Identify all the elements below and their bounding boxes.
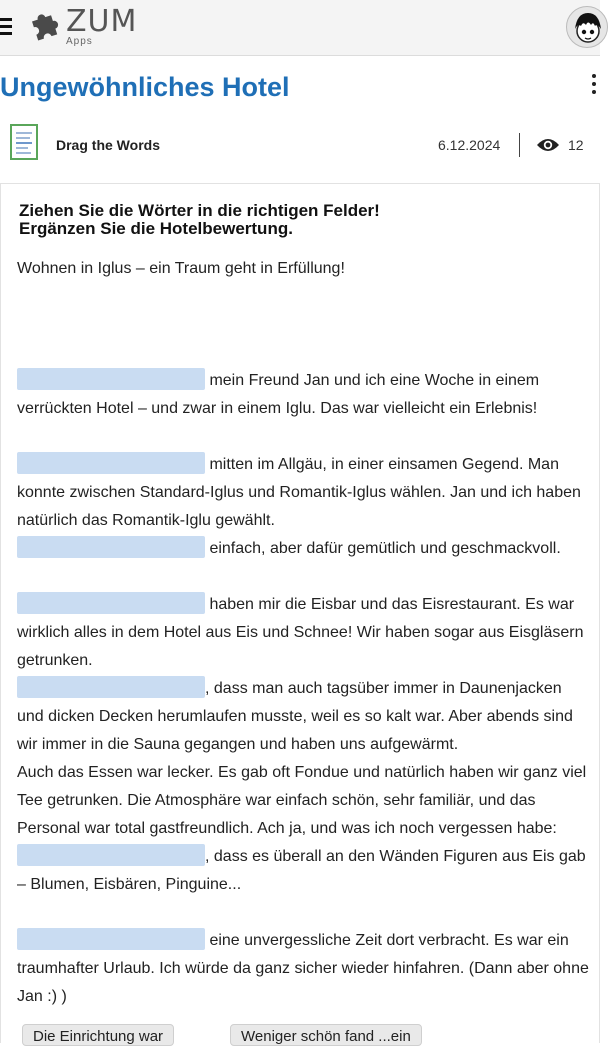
paragraph-text: haben mir die Eisbar und das Eisrestaurant. Es war wirklich alles in dem Hotel aus Eis und Schnee! Wir haben sogar aus Eisgläsern getrunken.	[17, 596, 584, 669]
zum-apps-logo[interactable]	[26, 6, 136, 48]
drop-zone-2[interactable]	[17, 452, 205, 474]
paragraph-text: eine unvergessliche Zeit dort verbracht. Es war ein traumhafter Urlaub. Ich würde da ganz sicher wieder hinfahren. (Dann aber ohne Jan :) )	[17, 932, 589, 1005]
drop-zone-3[interactable]	[17, 536, 205, 558]
drop-zone-1[interactable]	[17, 368, 205, 390]
draggable-word-2[interactable]: Weniger schön fand ...ein	[230, 1024, 422, 1046]
more-vertical-icon[interactable]	[586, 72, 600, 98]
menu-icon[interactable]	[0, 18, 12, 36]
task-line-1: Ziehen Sie die Wörter in die richtigen Felder!	[19, 201, 380, 220]
text-paragraph-1	[17, 367, 589, 423]
drop-zone-6[interactable]	[17, 844, 205, 866]
text-paragraph-3	[17, 591, 589, 899]
drop-zone-5[interactable]	[17, 676, 205, 698]
content-type-label: Drag the Words	[56, 137, 160, 153]
draggable-word-1[interactable]: Die Einrichtung war	[22, 1024, 174, 1046]
top-bar	[0, 0, 600, 56]
paragraph-text: , dass es überall an den Wänden Figuren aus Eis gab – Blumen, Eisbären, Pinguine...	[17, 848, 586, 893]
document-thumbnail-icon	[10, 124, 38, 160]
drop-zone-7[interactable]	[17, 928, 205, 950]
publish-date: 6.12.2024	[438, 137, 501, 153]
user-avatar-icon[interactable]	[566, 6, 608, 48]
view-count: 12	[568, 137, 584, 153]
paragraph-text: Auch das Essen war lecker. Es gab oft Fondue und natürlich haben wir ganz viel Tee getrunken. Die Atmosphäre war einfach schön, sehr familiär, und das Personal war total gastfreundlich. Ach ja, und was ich noch vergessen habe:	[17, 764, 587, 837]
text-paragraph-2	[17, 451, 589, 563]
paragraph-text: mitten im Allgäu, in einer einsamen Gegend. Man konnte zwischen Standard-Iglus und Romantik-Iglus wählen. Jan und ich haben natürlich das Romantik-Iglu gewählt.	[17, 456, 581, 529]
task-line-2: Ergänzen Sie die Hotelbewertung.	[19, 219, 293, 238]
paragraph-text: mein Freund Jan und ich eine Woche in einem verrückten Hotel – und zwar in einem Iglu. Das war vielleicht ein Erlebnis!	[17, 372, 540, 417]
exercise-intro: Wohnen in Iglus – ein Traum geht in Erfüllung!	[17, 260, 345, 277]
page-title: Ungewöhnliches Hotel	[0, 72, 290, 102]
paragraph-text: , dass man auch tagsüber immer in Daunenjacken und dicken Decken herumlaufen musste, weil es so kalt war. Aber abends sind wir immer in die Sauna gegangen und haben uns aufgewärmt.	[17, 680, 573, 753]
logo-text: ZUM	[66, 4, 138, 39]
meta-divider	[519, 133, 520, 157]
content-meta-row	[0, 120, 600, 170]
eye-icon	[536, 135, 560, 155]
logo-subtext: Apps	[66, 36, 93, 47]
zum-puzzle-logo-icon	[26, 8, 62, 44]
task-instructions	[19, 202, 380, 238]
paragraph-text: einfach, aber dafür gemütlich und geschmackvoll.	[209, 540, 561, 557]
drop-zone-4[interactable]	[17, 592, 205, 614]
text-paragraph-4	[17, 927, 589, 1011]
